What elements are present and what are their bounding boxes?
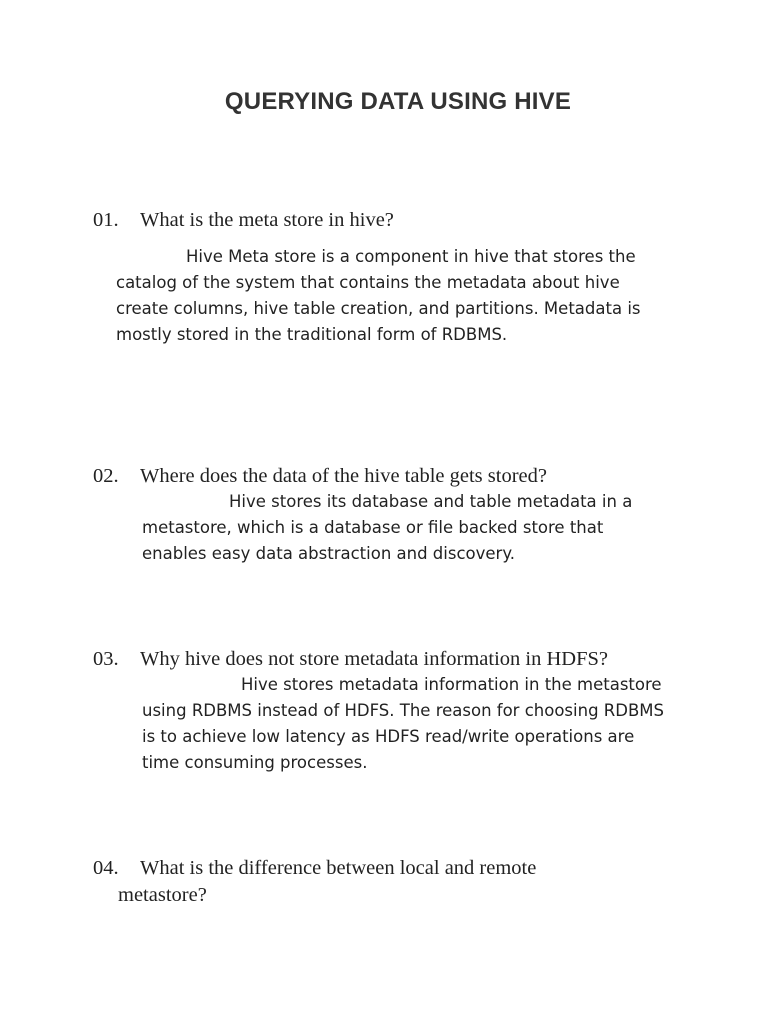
answer-2-line-3: enables easy data abstraction and discovery. (142, 544, 515, 563)
answer-3 (142, 672, 664, 776)
answer-3-line-4: time consuming processes. (142, 753, 368, 772)
question-4-text-line-2: metastore? (118, 884, 207, 906)
question-2-text: Where does the data of the hive table gets stored? (140, 465, 547, 487)
page-title: QUERYING DATA USING HIVE (224, 88, 572, 115)
question-4-continuation (118, 882, 207, 909)
question-1-text: What is the meta store in hive? (140, 209, 394, 231)
answer-2-line-2: metastore, which is a database or file backed store that (142, 518, 604, 537)
question-4-number: 04. (93, 857, 119, 879)
question-2 (93, 463, 547, 490)
answer-3-line-1: Hive stores metadata information in the metastore (241, 675, 662, 694)
answer-3-line-3: is to achieve low latency as HDFS read/write operations are (142, 727, 635, 746)
question-2-number: 02. (93, 465, 119, 487)
answer-2 (142, 489, 632, 567)
answer-1-line-3: create columns, hive table creation, and partitions. Metadata is (116, 299, 641, 318)
question-3-text: Why hive does not store metadata information in HDFS? (140, 648, 608, 670)
answer-1-line-2: catalog of the system that contains the metadata about hive (116, 273, 620, 292)
question-3-number: 03. (93, 648, 119, 670)
answer-2-line-1: Hive stores its database and table metadata in a (229, 492, 633, 511)
question-1 (93, 207, 394, 234)
answer-1-line-1: Hive Meta store is a component in hive that stores the (186, 247, 636, 266)
question-1-number: 01. (93, 209, 119, 231)
answer-1 (116, 244, 641, 348)
question-4 (93, 855, 536, 882)
question-4-text-line-1: What is the difference between local and remote (140, 857, 537, 879)
question-3 (93, 646, 608, 673)
answer-1-line-4: mostly stored in the traditional form of RDBMS. (116, 325, 508, 344)
answer-3-line-2: using RDBMS instead of HDFS. The reason for choosing RDBMS (142, 701, 664, 720)
